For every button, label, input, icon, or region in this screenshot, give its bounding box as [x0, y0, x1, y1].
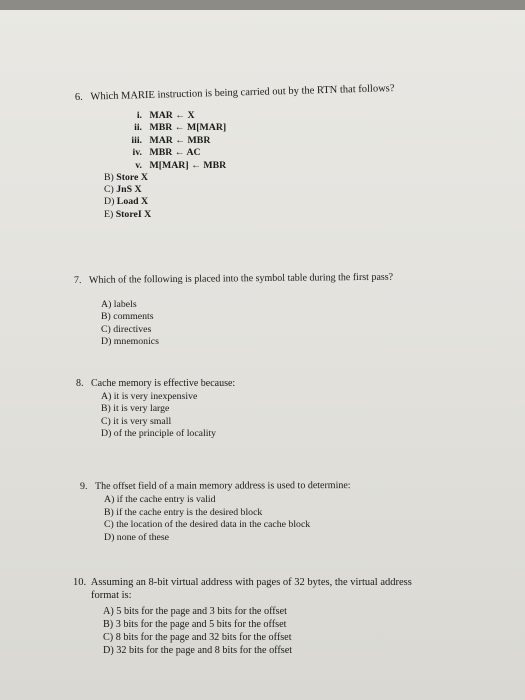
question-text: The offset field of a main memory address is used to determine:: [94, 480, 351, 492]
question-text: Which of the following is placed into the symbol table during the first pass?: [88, 271, 394, 286]
question-number: 9.: [79, 480, 88, 492]
option: E) StoreI X: [104, 208, 152, 220]
option: C) 8 bits for the page and 32 bits for the offset: [103, 632, 292, 643]
option: C) the location of the desired data in the cache block: [104, 519, 311, 530]
question-8: [76, 378, 235, 391]
option: C) JnS X: [104, 184, 142, 196]
question-text: Assuming an 8-bit virtual address with pages of 32 bytes, the virtual address: [90, 577, 412, 588]
option: B) it is very large: [101, 403, 170, 415]
option: D) mnemonics: [101, 335, 159, 347]
question-text: Which MARIE instruction is being carried out by the RTN that follows?: [90, 83, 395, 103]
rtn-list: [130, 110, 226, 172]
rtn-step: ii. MBR ← M[MAR]: [134, 122, 227, 134]
rtn-step: v. M[MAR] ← MBR: [135, 159, 227, 171]
option: A) if the cache entry is valid: [104, 494, 216, 505]
question-6: [74, 83, 395, 105]
option: D) of the principle of locality: [101, 428, 217, 440]
question-7: [73, 271, 394, 288]
option: B) if the cache entry is the desired block: [104, 506, 263, 518]
option: A) labels: [101, 299, 137, 310]
rtn-step: i. MAR ← X: [136, 110, 195, 121]
question-10: [73, 577, 412, 603]
rtn-step: iv. MBR ← AC: [132, 147, 201, 159]
question-number: 7.: [73, 274, 82, 286]
option: C) it is very small: [101, 415, 172, 427]
question-number: 8.: [76, 378, 84, 389]
option: B) Store X: [104, 172, 148, 183]
option: B) 3 bits for the page and 5 bits for the offset: [103, 619, 287, 630]
rtn-step: iii. MAR ← MBR: [131, 134, 211, 146]
question-9: [80, 481, 351, 494]
option: D) Load X: [104, 196, 149, 208]
options-q9: [104, 494, 310, 544]
top-edge: [0, 0, 525, 10]
options-q8: [101, 391, 216, 441]
question-number: 6.: [74, 91, 84, 103]
option: B) comments: [101, 311, 154, 323]
question-number: 10.: [73, 577, 87, 588]
options-q10: [103, 605, 292, 657]
option: D) none of these: [104, 531, 170, 543]
option: A) 5 bits for the page and 3 bits for the offset: [103, 606, 287, 617]
question-text: Cache memory is effective because:: [91, 378, 236, 389]
option: A) it is very inexpensive: [101, 391, 198, 402]
option: C) directives: [101, 323, 152, 335]
option: D) 32 bits for the page and 8 bits for the offset: [103, 645, 293, 656]
question-text-continued: format is:: [91, 589, 132, 601]
options-q7: [101, 299, 159, 348]
options-q6: [104, 172, 151, 221]
